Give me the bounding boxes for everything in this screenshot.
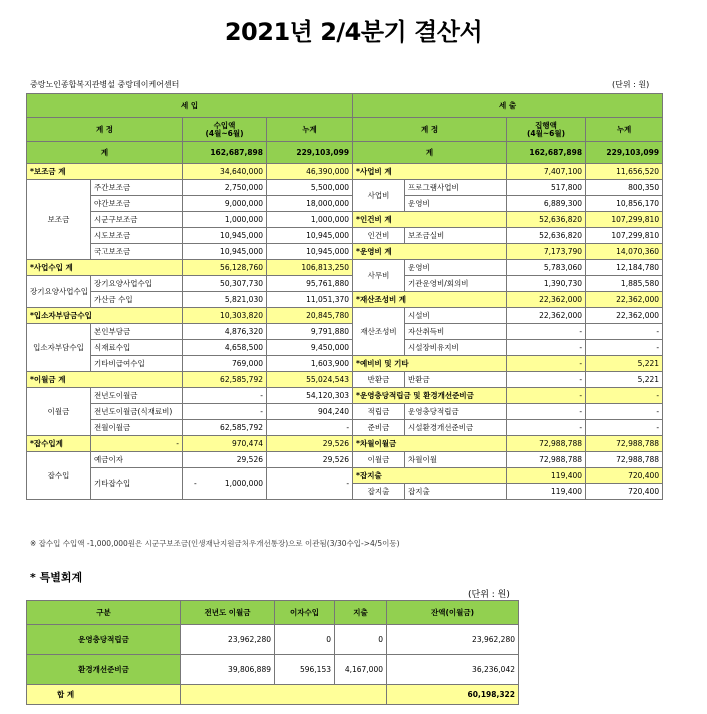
cell-value: 22,362,000 <box>586 308 663 324</box>
footnote: ※ 잡수입 수입액 -1,000,000원은 시군구보조금(인생재난지원금처우개선통장)으로 이관됨(3/30수입->4/5이동) <box>30 539 400 548</box>
fac-title: *재산조성비 계 <box>353 292 507 308</box>
cell-value: 800,350 <box>586 180 663 196</box>
table-row-name: 시도보조금 <box>91 228 183 244</box>
fund-q: - <box>507 388 586 404</box>
labor-title: *인건비 계 <box>353 212 507 228</box>
table-row-name: 국고보조금 <box>91 244 183 260</box>
table-row-name: 운영충당적립금 <box>405 404 507 420</box>
column-header: 잔액(이월금) <box>387 601 519 625</box>
cell-value: 2,750,000 <box>183 180 267 196</box>
cell-value: 9,450,000 <box>267 340 353 356</box>
total-expense-q: 162,687,898 <box>507 142 586 164</box>
cell-value: 769,000 <box>183 356 267 372</box>
cell-value: 596,153 <box>275 655 335 685</box>
expense-header: 세 출 <box>353 94 663 118</box>
misc-q: 970,474 <box>183 436 267 452</box>
table-row-name: 기타잡수입 <box>91 468 183 500</box>
table-row-name: 가산금 수입 <box>91 292 183 308</box>
table-row-name: 식재료수입 <box>91 340 183 356</box>
fund-title: *운영충당적립금 및 환경개선준비금 <box>353 388 507 404</box>
cell-value: - <box>267 468 353 500</box>
cell-value: 12,184,780 <box>586 260 663 276</box>
exp-misc-cum: 720,400 <box>586 468 663 484</box>
return-group: 반환금 <box>353 372 405 388</box>
carry-group: 이월금 <box>27 388 91 436</box>
cell-value: 5,221 <box>586 372 663 388</box>
cell-value: 6,889,300 <box>507 196 586 212</box>
business-title: *사업수입 계 <box>27 260 183 276</box>
special-unit-label: (단위 : 원) <box>468 590 510 600</box>
table-row-name: 운영충당적립금 <box>27 625 181 655</box>
biz-title: *사업비 계 <box>353 164 507 180</box>
cell-value: 119,400 <box>507 484 586 500</box>
misc-group: 잡수입 <box>27 452 91 500</box>
exp-misc-q: 119,400 <box>507 468 586 484</box>
self-title: *입소자부담금수입 <box>27 308 183 324</box>
biz-group: 사업비 <box>353 180 405 212</box>
unit-label: (단위 : 원) <box>612 80 650 89</box>
table-row-name: 보조금실비 <box>405 228 507 244</box>
total-balance: 60,198,322 <box>387 685 519 705</box>
subsidy-q: 34,640,000 <box>183 164 267 180</box>
cell-value: - <box>507 420 586 436</box>
total-expense-cum: 229,103,099 <box>586 142 663 164</box>
cell-value: 23,962,280 <box>387 625 519 655</box>
table-row-name: 전년도이월금(식재료비) <box>91 404 183 420</box>
fac-q: 22,362,000 <box>507 292 586 308</box>
income-cum-header: 누계 <box>267 118 353 142</box>
biz-q: 7,407,100 <box>507 164 586 180</box>
cell-value: 18,000,000 <box>267 196 353 212</box>
table-row-name: 본인부담금 <box>91 324 183 340</box>
cell-value: 1,390,730 <box>507 276 586 292</box>
ops-q: 7,173,790 <box>507 244 586 260</box>
table-row-name: 전월이월금 <box>91 420 183 436</box>
cell-value: 720,400 <box>586 484 663 500</box>
business-cum: 106,813,250 <box>267 260 353 276</box>
cell-value: 5,783,060 <box>507 260 586 276</box>
cell-value: 517,800 <box>507 180 586 196</box>
cell-value: - <box>507 404 586 420</box>
table-row-name: 시설장비유지비 <box>405 340 507 356</box>
cell-value: 22,362,000 <box>507 308 586 324</box>
ops-cum: 14,070,360 <box>586 244 663 260</box>
column-header: 이자수입 <box>275 601 335 625</box>
cell-value: 39,806,889 <box>181 655 275 685</box>
table-row-name: 자산취득비 <box>405 324 507 340</box>
cell-value: 904,240 <box>267 404 353 420</box>
fund-group: 적립금 <box>353 404 405 420</box>
cell-value: 72,988,788 <box>507 452 586 468</box>
page-title: 2021년 2/4분기 결산서 <box>224 18 483 46</box>
table-row-name: 프로그램사업비 <box>405 180 507 196</box>
table-row-name: 기관운영비/회의비 <box>405 276 507 292</box>
cell-value: - <box>586 324 663 340</box>
cell-value: - <box>586 404 663 420</box>
table-row-name: 시군구보조금 <box>91 212 183 228</box>
cell-value: 52,636,820 <box>507 228 586 244</box>
cell-value: 9,000,000 <box>183 196 267 212</box>
ops-title: *운영비 계 <box>353 244 507 260</box>
cell-value: 9,791,880 <box>267 324 353 340</box>
cell-value: 4,876,320 <box>183 324 267 340</box>
cell-value: 1,603,900 <box>267 356 353 372</box>
table-row-name: 시설환경개선준비금 <box>405 420 507 436</box>
cell-value: - <box>267 420 353 436</box>
table-row-name: 장기요양사업수입 <box>91 276 183 292</box>
cell-value: - <box>507 340 586 356</box>
carry-q: 62,585,792 <box>183 372 267 388</box>
total-label: 계 <box>353 142 507 164</box>
cell-value: 0 <box>275 625 335 655</box>
labor-q: 52,636,820 <box>507 212 586 228</box>
fac-group: 재산조성비 <box>353 308 405 356</box>
column-header: 지출 <box>335 601 387 625</box>
reserve-title: *예비비 및 기타 <box>353 356 507 372</box>
column-header: 구분 <box>27 601 181 625</box>
total-label: 합 계 <box>27 685 181 705</box>
subsidy-group: 보조금 <box>27 180 91 260</box>
organization-name: 중랑노인종합복지관병설 중랑데이케어센터 <box>30 80 180 89</box>
next-cum: 72,988,788 <box>586 436 663 452</box>
cell-value: 23,962,280 <box>181 625 275 655</box>
fund-group: 준비금 <box>353 420 405 436</box>
cell-value: 10,945,000 <box>267 244 353 260</box>
table-row-name: 운영비 <box>405 260 507 276</box>
table-row-name: 야간보조금 <box>91 196 183 212</box>
table-row-name: 반환금 <box>405 372 507 388</box>
table-row-name: 환경개선준비금 <box>27 655 181 685</box>
expense-cum-header: 누계 <box>586 118 663 142</box>
cell-value: 11,051,370 <box>267 292 353 308</box>
total-label: 계 <box>27 142 183 164</box>
self-cum: 20,845,780 <box>267 308 353 324</box>
cell-value: 50,307,730 <box>183 276 267 292</box>
subsidy-title: *보조금 계 <box>27 164 183 180</box>
cell-value: 62,585,792 <box>183 420 267 436</box>
exp-misc-title: *잡지출 <box>353 468 507 484</box>
next-q: 72,988,788 <box>507 436 586 452</box>
fac-cum: 22,362,000 <box>586 292 663 308</box>
table-row-name: 차월이월 <box>405 452 507 468</box>
misc-title: *잡수입계 <box>27 436 91 452</box>
exp-misc-group: 잡지출 <box>353 484 405 500</box>
reserve-q: - <box>507 356 586 372</box>
self-group: 입소자부담수입 <box>27 324 91 372</box>
table-row-name: 운영비 <box>405 196 507 212</box>
reserve-cum: 5,221 <box>586 356 663 372</box>
subsidy-cum: 46,390,000 <box>267 164 353 180</box>
settlement-table <box>26 93 663 500</box>
misc-cum: 29,526 <box>267 436 353 452</box>
cell-value: - <box>183 404 267 420</box>
total-spacer <box>181 685 387 705</box>
cell-value: 72,988,788 <box>586 452 663 468</box>
income-amount-header: 수입액 (4월~6월) <box>183 118 267 142</box>
cell-value: 36,236,042 <box>387 655 519 685</box>
cell-value: - <box>507 372 586 388</box>
fund-cum: - <box>586 388 663 404</box>
business-q: 56,128,760 <box>183 260 267 276</box>
cell-value: 0 <box>335 625 387 655</box>
cell-value: 1,000,000 <box>267 212 353 228</box>
income-item-header: 계 정 <box>27 118 183 142</box>
cell-value: 29,526 <box>267 452 353 468</box>
cell-value: 4,658,500 <box>183 340 267 356</box>
cell-value: 10,856,170 <box>586 196 663 212</box>
biz-cum: 11,656,520 <box>586 164 663 180</box>
special-account-table <box>26 600 519 705</box>
self-q: 10,303,820 <box>183 308 267 324</box>
carry-title: *이월금 계 <box>27 372 183 388</box>
table-row-name: 시설비 <box>405 308 507 324</box>
expense-amount-header: 집행액 (4월~6월) <box>507 118 586 142</box>
column-header: 전년도 이월금 <box>181 601 275 625</box>
cell-value: 95,761,880 <box>267 276 353 292</box>
cell-value: 5,500,000 <box>267 180 353 196</box>
cell-value: - <box>586 420 663 436</box>
total-income-cum: 229,103,099 <box>267 142 353 164</box>
income-header: 세 입 <box>27 94 353 118</box>
cell-value: 10,945,000 <box>183 244 267 260</box>
cell-value: - <box>507 324 586 340</box>
labor-cum: 107,299,810 <box>586 212 663 228</box>
business-group: 장기요양사업수입 <box>27 276 91 308</box>
cell-value: 107,299,810 <box>586 228 663 244</box>
cell-value: 54,120,303 <box>267 388 353 404</box>
total-income-q: 162,687,898 <box>183 142 267 164</box>
cell-value: 1,885,580 <box>586 276 663 292</box>
special-account-title: * 특별회계 <box>30 571 83 584</box>
cell-value: - <box>586 340 663 356</box>
expense-item-header: 계 정 <box>353 118 507 142</box>
carry-cum: 55,024,543 <box>267 372 353 388</box>
next-group: 이월금 <box>353 452 405 468</box>
cell-value: 10,945,000 <box>183 228 267 244</box>
ops-group: 사무비 <box>353 260 405 292</box>
misc-prefix: - <box>91 436 183 452</box>
cell-value: 10,945,000 <box>267 228 353 244</box>
table-row-name: 기타비급여수입 <box>91 356 183 372</box>
cell-value: 29,526 <box>183 452 267 468</box>
table-row-name: 전년도이월금 <box>91 388 183 404</box>
next-title: *차월이월금 <box>353 436 507 452</box>
cell-value: 4,167,000 <box>335 655 387 685</box>
cell-value: 1,000,000 <box>183 212 267 228</box>
cell-value: 5,821,030 <box>183 292 267 308</box>
cell-value: - 1,000,000 <box>183 468 267 500</box>
labor-group: 인건비 <box>353 228 405 244</box>
table-row-name: 주간보조금 <box>91 180 183 196</box>
table-row-name: 예금이자 <box>91 452 183 468</box>
table-row-name: 잡지출 <box>405 484 507 500</box>
cell-value: - <box>183 388 267 404</box>
